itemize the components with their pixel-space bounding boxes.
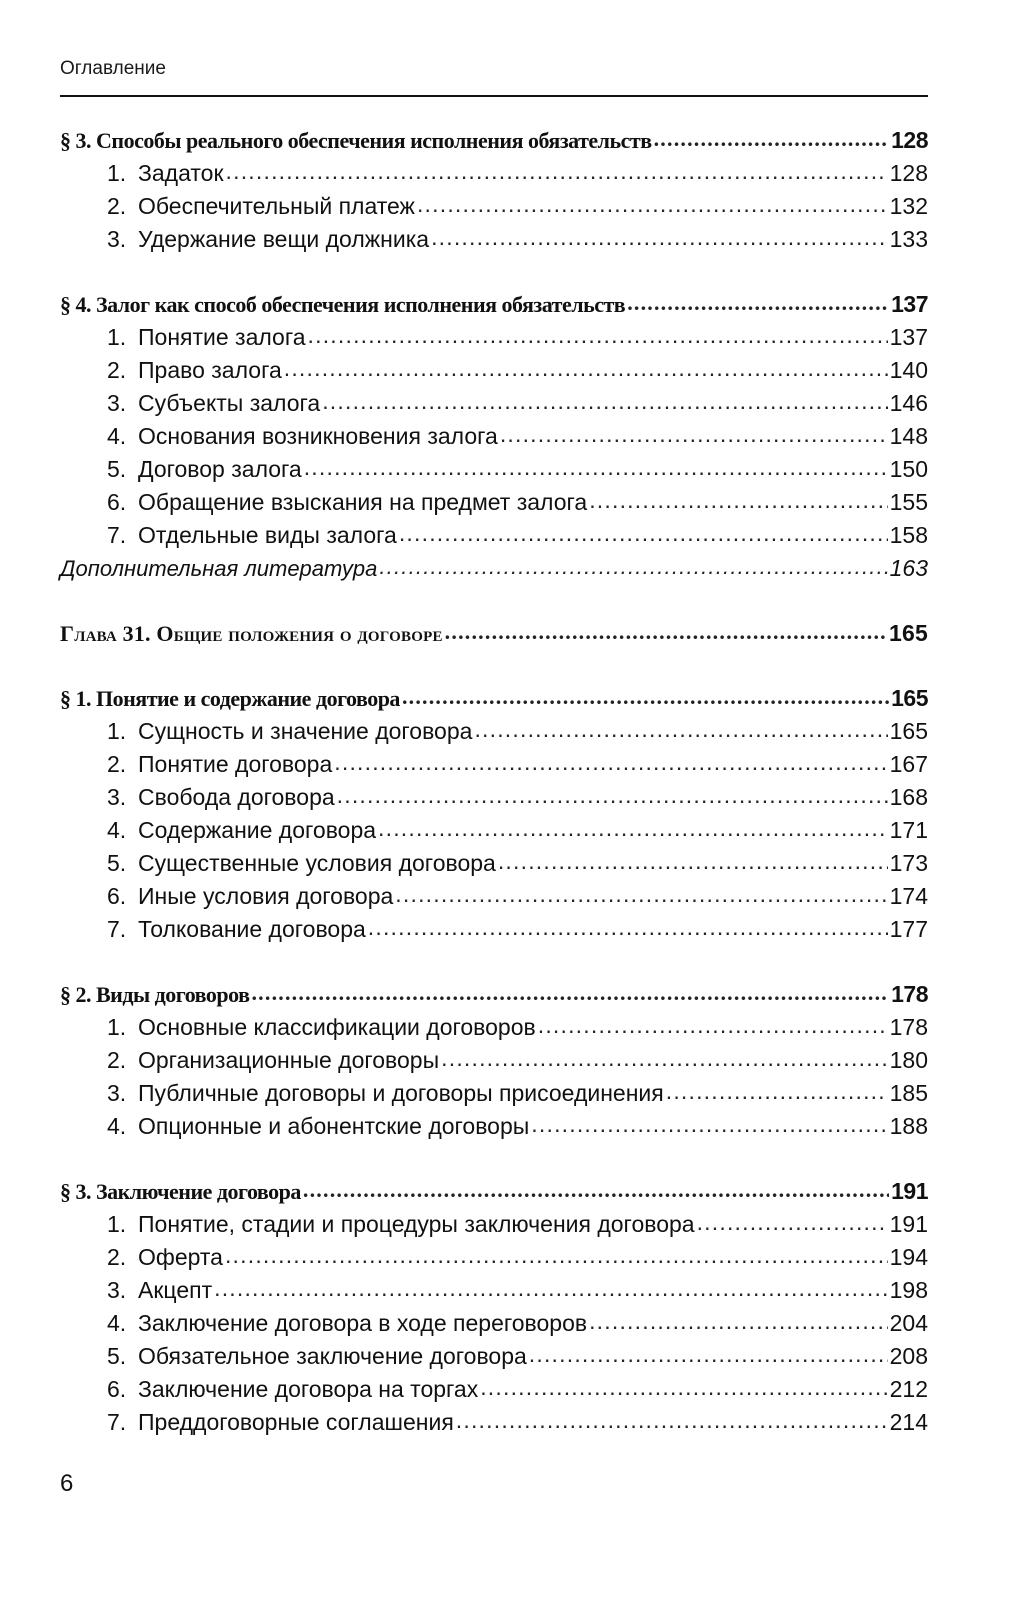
toc-item[interactable] [60, 715, 928, 748]
toc-page-number: 128 [889, 160, 928, 186]
toc-item-number: 5. [107, 456, 127, 482]
toc-item[interactable] [60, 814, 928, 847]
dot-leader [441, 1042, 887, 1075]
toc-item-title: Публичные договоры и договоры присоединения [138, 1080, 664, 1106]
toc-item-number: 3. [107, 226, 127, 252]
page-number: 6 [60, 1470, 74, 1497]
running-header: Оглавление [60, 58, 166, 79]
toc-item-title: Основания возникновения залога [138, 423, 498, 449]
dot-leader [666, 1075, 888, 1108]
toc-item-number: 6. [107, 1376, 127, 1402]
toc-item-title: Право залога [138, 357, 282, 383]
toc-item[interactable] [60, 781, 928, 814]
toc-chapter-title: Глава 31. Общие положения о договоре [60, 621, 443, 646]
toc-item-number: 1. [107, 1211, 127, 1237]
toc-item-title: Существенные условия договора [138, 850, 496, 876]
toc-literature-title: Дополнительная литература [60, 556, 378, 581]
toc-page-number: 198 [889, 1277, 928, 1303]
dot-leader [322, 385, 887, 418]
toc-item-number: 6. [107, 489, 127, 515]
toc-page-number: 204 [889, 1310, 928, 1336]
toc-item-title: Толкование договора [138, 916, 366, 942]
toc-item[interactable] [60, 486, 928, 519]
dot-leader [417, 188, 888, 221]
toc-item-number: 6. [107, 883, 127, 909]
toc-item-title: Оферта [138, 1244, 223, 1270]
dot-leader [627, 286, 889, 319]
dot-leader [303, 1173, 889, 1206]
toc-page-number: 191 [889, 1211, 928, 1237]
toc-page-number: 167 [889, 751, 928, 777]
toc-item-title: Заключение договора в ходе переговоров [138, 1310, 588, 1336]
toc-item-title: Заключение договора на торгах [138, 1376, 479, 1402]
toc-page-number: 212 [889, 1376, 928, 1402]
toc-item[interactable] [60, 223, 928, 256]
toc-item[interactable] [60, 387, 928, 420]
toc-item[interactable] [60, 1340, 928, 1373]
dot-leader [531, 1108, 887, 1141]
toc-item-title: Преддоговорные соглашения [138, 1409, 454, 1435]
toc-item-title: Содержание договора [138, 817, 377, 843]
toc-item-number: 1. [107, 1014, 127, 1040]
dot-leader [214, 1272, 888, 1305]
toc-page-number: 180 [889, 1047, 928, 1073]
dot-leader [431, 221, 888, 254]
toc-item-title: Сущность и значение договора [138, 718, 473, 744]
toc-section-title: § 1. Понятие и содержание договора [60, 686, 400, 711]
toc-additional-literature[interactable] [60, 552, 928, 585]
section-spacer [60, 946, 928, 978]
toc-page-number: 128 [891, 127, 928, 153]
toc-item-number: 7. [107, 916, 127, 942]
toc-item-number: 2. [107, 193, 127, 219]
toc-item-number: 3. [107, 1080, 127, 1106]
toc-page-number: 165 [891, 685, 928, 711]
dot-leader [284, 352, 888, 385]
toc-item-title: Опционные и абонентские договоры [138, 1113, 530, 1139]
toc-item-title: Договор залога [138, 456, 302, 482]
dot-leader [480, 1371, 887, 1404]
toc-page-number: 158 [889, 522, 928, 548]
toc-item-number: 2. [107, 1244, 127, 1270]
toc-item[interactable] [60, 1373, 928, 1406]
dot-leader [334, 746, 887, 779]
dot-leader [654, 122, 890, 155]
dot-leader [395, 878, 887, 911]
dot-leader [529, 1338, 888, 1371]
dot-leader [251, 976, 889, 1009]
dot-leader [368, 911, 888, 944]
toc-item-title: Понятие залога [138, 324, 306, 350]
toc-item-title: Удержание вещи должника [138, 226, 430, 252]
section-spacer [60, 1143, 928, 1175]
toc-item[interactable] [60, 321, 928, 354]
toc-page-number: 140 [889, 357, 928, 383]
toc-item[interactable] [60, 1077, 928, 1110]
toc-page-number: 168 [889, 784, 928, 810]
dot-leader [402, 680, 889, 713]
header-rule [60, 95, 928, 97]
toc-item[interactable] [60, 748, 928, 781]
toc-section-title: § 2. Виды договоров [60, 982, 250, 1007]
toc-item[interactable] [60, 519, 928, 552]
toc-page-number: 208 [889, 1343, 928, 1369]
toc-page-number: 163 [889, 555, 928, 581]
dot-leader [379, 550, 887, 583]
dot-leader [697, 1206, 888, 1239]
toc-page-number: 188 [889, 1113, 928, 1139]
toc-section-4-pledge[interactable] [60, 288, 928, 321]
toc-item-number: 3. [107, 784, 127, 810]
toc-item-title: Организационные договоры [138, 1047, 440, 1073]
toc-item-number: 7. [107, 522, 127, 548]
toc-section-3-conclusion[interactable] [60, 1175, 928, 1208]
toc-item[interactable] [60, 1044, 928, 1077]
toc-page-number: 214 [889, 1409, 928, 1435]
toc-item-title: Понятие договора [138, 751, 333, 777]
toc-section-title: § 4. Залог как способ обеспечения исполнения обязательств [60, 292, 626, 317]
toc-item[interactable] [60, 453, 928, 486]
dot-leader [308, 319, 888, 352]
toc-item[interactable] [60, 1274, 928, 1307]
toc-item[interactable] [60, 420, 928, 453]
toc-page-number: 174 [889, 883, 928, 909]
toc-item-title: Основные классификации договоров [138, 1014, 536, 1040]
dot-leader [498, 845, 888, 878]
toc-item-number: 1. [107, 324, 127, 350]
dot-leader [456, 1404, 888, 1437]
toc-item[interactable] [60, 354, 928, 387]
toc-page-number: 137 [891, 291, 928, 317]
toc-section-1-concept[interactable] [60, 682, 928, 715]
dot-leader [399, 517, 888, 550]
toc-item-title: Иные условия договора [138, 883, 394, 909]
dot-leader [538, 1009, 888, 1042]
toc-item[interactable] [60, 913, 928, 946]
toc-item-number: 2. [107, 751, 127, 777]
toc-page-number: 137 [889, 324, 928, 350]
toc-item-title: Задаток [138, 160, 224, 186]
toc-page-number: 146 [889, 390, 928, 416]
toc-item-title: Свобода договора [138, 784, 335, 810]
toc-item[interactable] [60, 1241, 928, 1274]
toc-page-number: 148 [889, 423, 928, 449]
toc-page-number: 155 [889, 489, 928, 515]
toc-page-number: 194 [889, 1244, 928, 1270]
toc-item[interactable] [60, 1011, 928, 1044]
toc-item[interactable] [60, 190, 928, 223]
toc-item-number: 3. [107, 1277, 127, 1303]
toc-item-title: Отдельные виды залога [138, 522, 397, 548]
section-spacer [60, 256, 928, 288]
table-of-contents [60, 124, 928, 1439]
dot-leader [589, 484, 887, 517]
toc-page-number: 191 [891, 1178, 928, 1204]
toc-section-title: § 3. Способы реального обеспечения исполнения обязательств [60, 128, 652, 153]
toc-item-number: 7. [107, 1409, 127, 1435]
toc-page-number: 150 [889, 456, 928, 482]
toc-page-number: 165 [889, 718, 928, 744]
toc-item[interactable] [60, 847, 928, 880]
section-spacer [60, 585, 928, 617]
toc-item[interactable] [60, 1208, 928, 1241]
dot-leader [226, 155, 888, 188]
toc-item[interactable] [60, 1110, 928, 1143]
toc-item-title: Обращение взыскания на предмет залога [138, 489, 588, 515]
toc-item[interactable] [60, 1406, 928, 1439]
toc-page-number: 132 [889, 193, 928, 219]
toc-item-title: Обеспечительный платеж [138, 193, 415, 219]
dot-leader [304, 451, 888, 484]
dot-leader [589, 1305, 888, 1338]
toc-page-number: 173 [889, 850, 928, 876]
toc-item-number: 3. [107, 390, 127, 416]
dot-leader [378, 812, 888, 845]
toc-chapter-31[interactable] [60, 617, 928, 650]
dot-leader [474, 713, 887, 746]
toc-item[interactable] [60, 157, 928, 190]
toc-page-number: 178 [889, 1014, 928, 1040]
toc-item[interactable] [60, 1307, 928, 1340]
toc-item-number: 1. [107, 718, 127, 744]
dot-leader [337, 779, 888, 812]
toc-page-number: 133 [889, 226, 928, 252]
toc-item-number: 4. [107, 1310, 127, 1336]
toc-page-number: 178 [891, 981, 928, 1007]
dot-leader [225, 1239, 888, 1272]
toc-item[interactable] [60, 880, 928, 913]
toc-item-title: Обязательное заключение договора [138, 1343, 527, 1369]
dot-leader [500, 418, 888, 451]
toc-item-title: Акцепт [138, 1277, 213, 1303]
toc-section-3-security[interactable] [60, 124, 928, 157]
toc-item-number: 2. [107, 1047, 127, 1073]
toc-item-number: 4. [107, 423, 127, 449]
section-spacer [60, 650, 928, 682]
toc-item-title: Понятие, стадии и процедуры заключения договора [138, 1211, 695, 1237]
toc-section-2-types[interactable] [60, 978, 928, 1011]
toc-item-number: 5. [107, 1343, 127, 1369]
toc-page-number: 185 [889, 1080, 928, 1106]
dot-leader [445, 615, 887, 648]
toc-item-number: 4. [107, 817, 127, 843]
toc-item-number: 2. [107, 357, 127, 383]
toc-page-number: 165 [889, 620, 928, 646]
toc-page-number: 177 [889, 916, 928, 942]
toc-item-number: 1. [107, 160, 127, 186]
toc-item-number: 4. [107, 1113, 127, 1139]
toc-section-title: § 3. Заключение договора [60, 1179, 301, 1204]
toc-item-number: 5. [107, 850, 127, 876]
toc-item-title: Субъекты залога [138, 390, 321, 416]
toc-page-number: 171 [889, 817, 928, 843]
